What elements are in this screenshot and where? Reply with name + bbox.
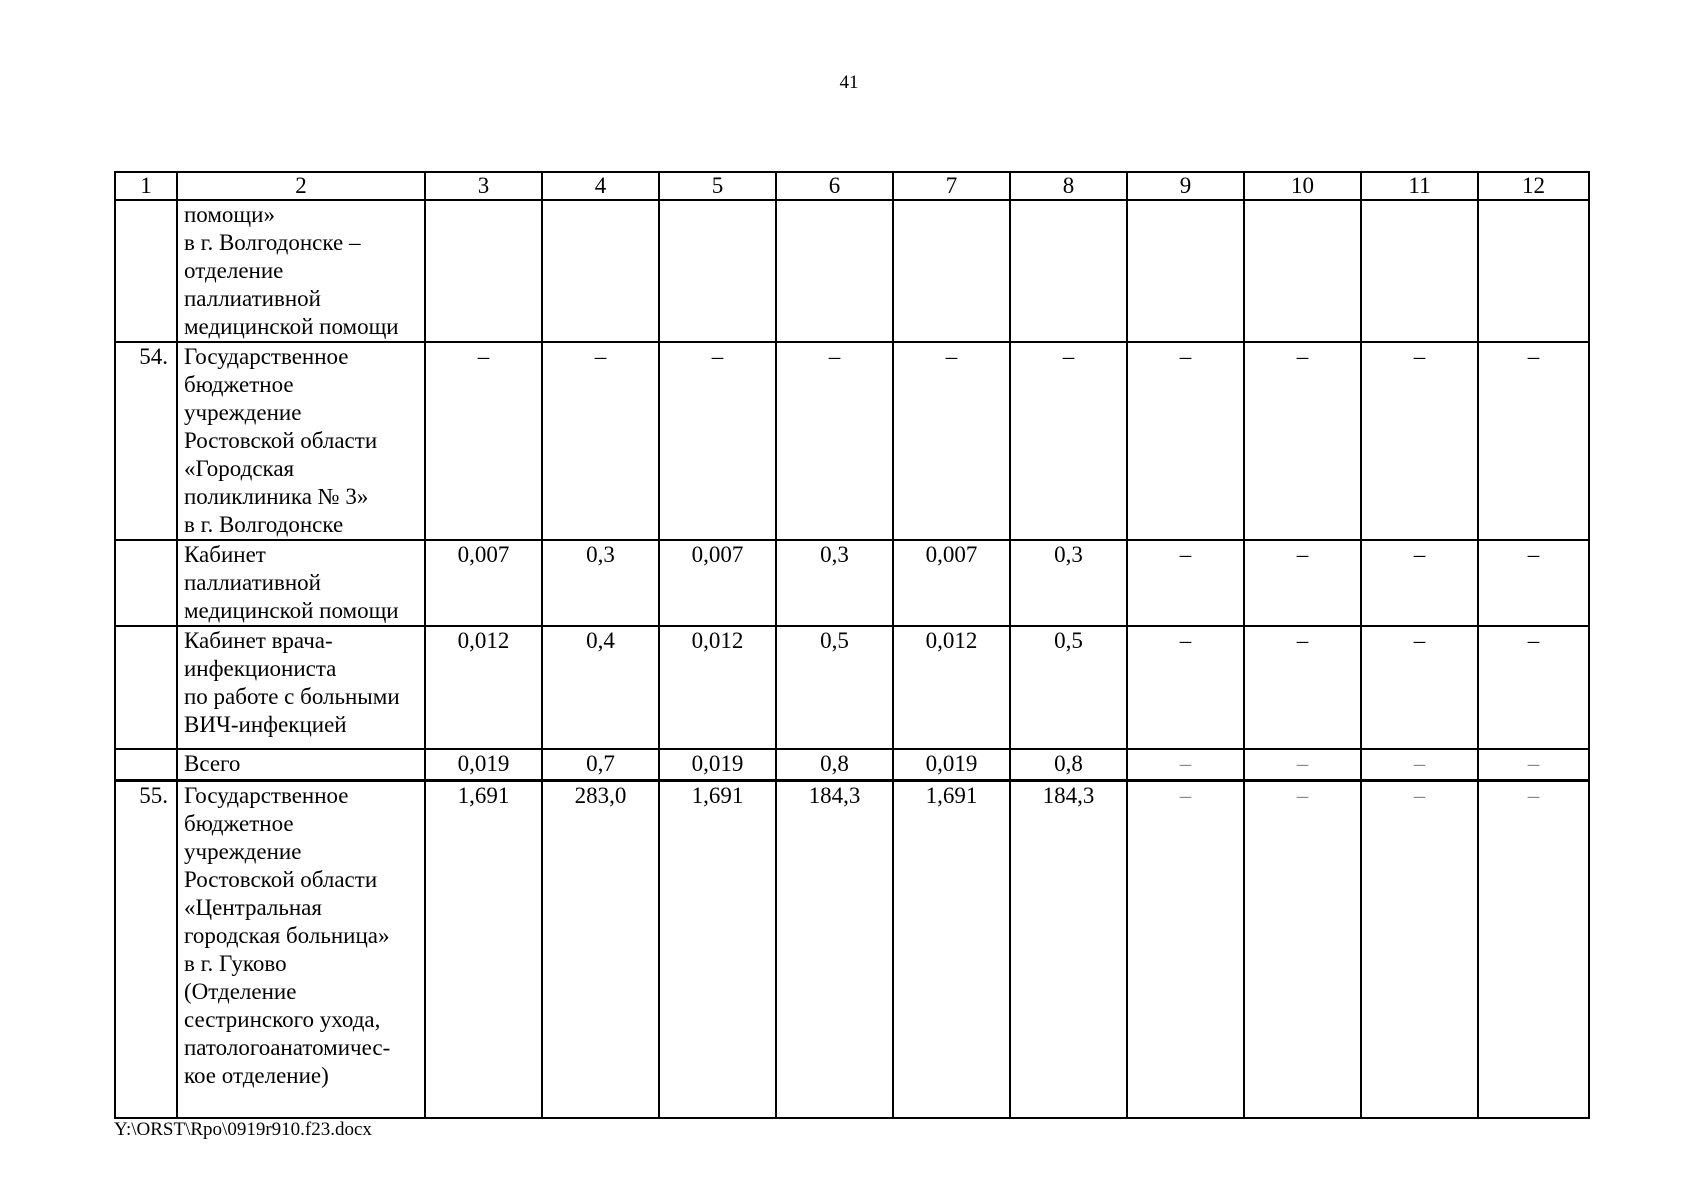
value-cell: – — [1244, 540, 1361, 626]
value-cell: – — [1361, 626, 1478, 749]
value-cell: 0,012 — [425, 626, 542, 749]
value-cell — [542, 200, 659, 342]
value-cell: 184,3 — [776, 780, 893, 1118]
value-cell — [1010, 200, 1127, 342]
value-cell: 0,3 — [1010, 540, 1127, 626]
value-cell: – — [1361, 342, 1478, 540]
value-cell — [893, 200, 1010, 342]
value-cell: – — [659, 342, 776, 540]
data-table — [114, 171, 1590, 1119]
value-cell: – — [893, 342, 1010, 540]
value-cell: 0,4 — [542, 626, 659, 749]
page-number: 41 — [839, 72, 859, 93]
value-cell: 283,0 — [542, 780, 659, 1118]
value-cell: 0,019 — [425, 749, 542, 780]
column-header: 2 — [177, 172, 425, 200]
value-cell: 0,012 — [659, 626, 776, 749]
table-row — [115, 780, 1589, 1118]
value-cell: – — [1478, 626, 1589, 749]
value-cell: – — [1361, 780, 1478, 1118]
column-header: 5 — [659, 172, 776, 200]
value-cell: – — [776, 342, 893, 540]
column-header: 9 — [1127, 172, 1244, 200]
column-header: 6 — [776, 172, 893, 200]
value-cell: 0,019 — [659, 749, 776, 780]
column-header: 7 — [893, 172, 1010, 200]
column-header: 10 — [1244, 172, 1361, 200]
column-header: 8 — [1010, 172, 1127, 200]
value-cell — [1127, 200, 1244, 342]
value-cell: 0,007 — [893, 540, 1010, 626]
value-cell: – — [542, 342, 659, 540]
value-cell: 0,3 — [776, 540, 893, 626]
value-cell: 0,5 — [776, 626, 893, 749]
row-number — [115, 626, 177, 749]
header-row — [115, 172, 1589, 200]
value-cell: 0,019 — [893, 749, 1010, 780]
value-cell — [1244, 200, 1361, 342]
value-cell: – — [1127, 540, 1244, 626]
value-cell: – — [425, 342, 542, 540]
column-header: 12 — [1478, 172, 1589, 200]
value-cell: 0,5 — [1010, 626, 1127, 749]
table-row — [115, 540, 1589, 626]
value-cell: – — [1244, 626, 1361, 749]
value-cell: – — [1478, 780, 1589, 1118]
table-row — [115, 342, 1589, 540]
row-number: 55. — [115, 780, 177, 1118]
column-header: 3 — [425, 172, 542, 200]
value-cell — [1361, 200, 1478, 342]
value-cell: – — [1478, 342, 1589, 540]
row-name: Кабинет паллиативной медицинской помощи — [177, 540, 425, 626]
row-name: Государственное бюджетное учреждение Ростовской области «Центральная городская больница» в г. Гуково (Отделение сестринского ухода, патологоанатомичес- кое отделение) — [177, 780, 425, 1118]
value-cell: 184,3 — [1010, 780, 1127, 1118]
row-number — [115, 200, 177, 342]
value-cell: – — [1127, 780, 1244, 1118]
value-cell: 0,3 — [542, 540, 659, 626]
row-name: Кабинет врача- инфекциониста по работе с больными ВИЧ-инфекцией — [177, 626, 425, 749]
value-cell: 0,012 — [893, 626, 1010, 749]
value-cell: 0,007 — [659, 540, 776, 626]
value-cell: 1,691 — [893, 780, 1010, 1118]
value-cell: 0,8 — [776, 749, 893, 780]
value-cell: – — [1127, 749, 1244, 780]
value-cell — [776, 200, 893, 342]
row-name: Государственное бюджетное учреждение Ростовской области «Городская поликлиника № 3» в г. Волгодонске — [177, 342, 425, 540]
value-cell: 0,007 — [425, 540, 542, 626]
value-cell: – — [1244, 749, 1361, 780]
value-cell: 0,7 — [542, 749, 659, 780]
row-number — [115, 749, 177, 780]
value-cell: – — [1478, 749, 1589, 780]
value-cell: – — [1361, 540, 1478, 626]
value-cell: – — [1478, 540, 1589, 626]
table-row — [115, 200, 1589, 342]
table-row — [115, 626, 1589, 749]
value-cell: 0,8 — [1010, 749, 1127, 780]
footer-file-path: Y:\ORST\Rpo\0919r910.f23.docx — [114, 1119, 372, 1140]
value-cell — [659, 200, 776, 342]
value-cell — [1478, 200, 1589, 342]
value-cell: 1,691 — [659, 780, 776, 1118]
row-name: Всего — [177, 749, 425, 780]
value-cell: 1,691 — [425, 780, 542, 1118]
table-row — [115, 749, 1589, 780]
row-number: 54. — [115, 342, 177, 540]
row-name: помощи» в г. Волгодонске – отделение паллиативной медицинской помощи — [177, 200, 425, 342]
value-cell: – — [1010, 342, 1127, 540]
value-cell: – — [1127, 626, 1244, 749]
column-header: 11 — [1361, 172, 1478, 200]
value-cell: – — [1244, 780, 1361, 1118]
value-cell — [425, 200, 542, 342]
value-cell: – — [1127, 342, 1244, 540]
column-header: 4 — [542, 172, 659, 200]
row-number — [115, 540, 177, 626]
value-cell: – — [1361, 749, 1478, 780]
column-header: 1 — [115, 172, 177, 200]
value-cell: – — [1244, 342, 1361, 540]
